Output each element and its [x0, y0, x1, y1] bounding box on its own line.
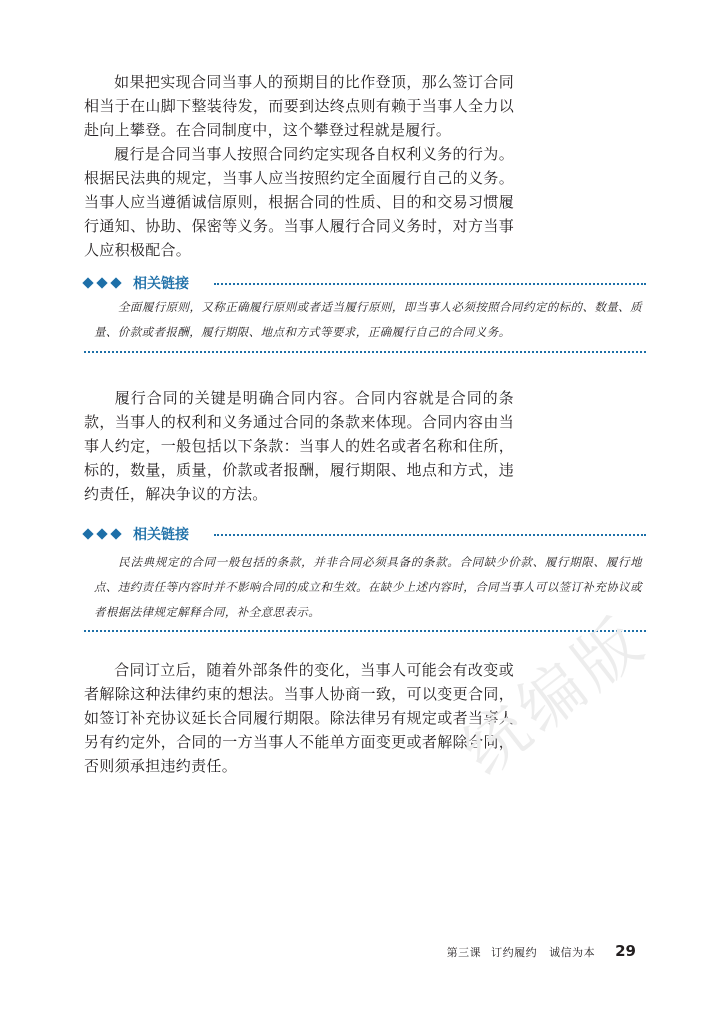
footer-lesson: 第三课 [446, 946, 482, 959]
paragraph-text: 合同订立后，随着外部条件的变化，当事人可能会有改变或者解除这种法律约束的想法。当事人协商一致，可以变更合同，如签订补充协议延长合同履行期限。除法律另有规定或者当事人另有约定外，合同的一方当事人不能单方面变更或者解除合同，否则须承担违约责任。 [84, 661, 514, 775]
related-link-title: 相关链接 [133, 527, 189, 543]
watermark: 统编版 [449, 602, 661, 791]
footer-title: 订约履约 [491, 946, 538, 959]
page-number: 29 [615, 942, 636, 960]
related-link-box-1 [84, 273, 646, 357]
paragraph-text: 履行是合同当事人按照合同约定实现各自权利义务的行为。根据民法典的规定，当事人应当按照约定全面履行自己的义务。当事人应当遵循诚信原则，根据合同的性质、目的和交易习惯履行通知、协助、保密等义务。当事人履行合同义务时，对方当事人应积极配合。 [84, 145, 514, 259]
paragraph-1 [84, 70, 514, 142]
paragraph-text: 履行合同的关键是明确合同内容。合同内容就是合同的条款，当事人的权利和义务通过合同的条款来体现。合同内容由当事人约定，一般包括以下条款：当事人的姓名或者名称和住所，标的，数量，质量，价款或者报酬，履行期限、地点和方式，违约责任，解决争议的方法。 [84, 389, 514, 503]
footer-subtitle: 诚信为本 [549, 946, 596, 959]
related-link-text: 全面履行原则，又称正确履行原则或者适当履行原则，即当事人必须按照合同约定的标的、数量、质量、价款或者报酬，履行期限、地点和方式等要求，正确履行自己的合同义务。 [94, 300, 642, 339]
related-link-header [84, 524, 189, 544]
related-link-header [84, 273, 189, 293]
divider-top [214, 534, 646, 536]
divider-top [214, 283, 646, 285]
diamond-bullets-icon [84, 279, 123, 287]
diamond-bullets-icon [84, 530, 123, 538]
page-footer [447, 942, 636, 960]
related-link-text: 民法典规定的合同一般包括的条款，并非合同必须具备的条款。合同缺少价款、履行期限、履行地点、违约责任等内容时并不影响合同的成立和生效。在缺少上述内容时，合同当事人可以签订补充协议或者根据法律规定解释合同，补全意思表示。 [94, 555, 642, 619]
divider-bottom [84, 351, 646, 353]
paragraph-2 [84, 142, 514, 262]
paragraph-3 [84, 386, 514, 506]
related-link-title: 相关链接 [133, 276, 189, 292]
paragraph-text: 如果把实现合同当事人的预期目的比作登顶，那么签订合同相当于在山脚下整装待发，而要到达终点则有赖于当事人全力以赴向上攀登。在合同制度中，这个攀登过程就是履行。 [84, 73, 514, 139]
related-link-box-2 [84, 524, 646, 636]
